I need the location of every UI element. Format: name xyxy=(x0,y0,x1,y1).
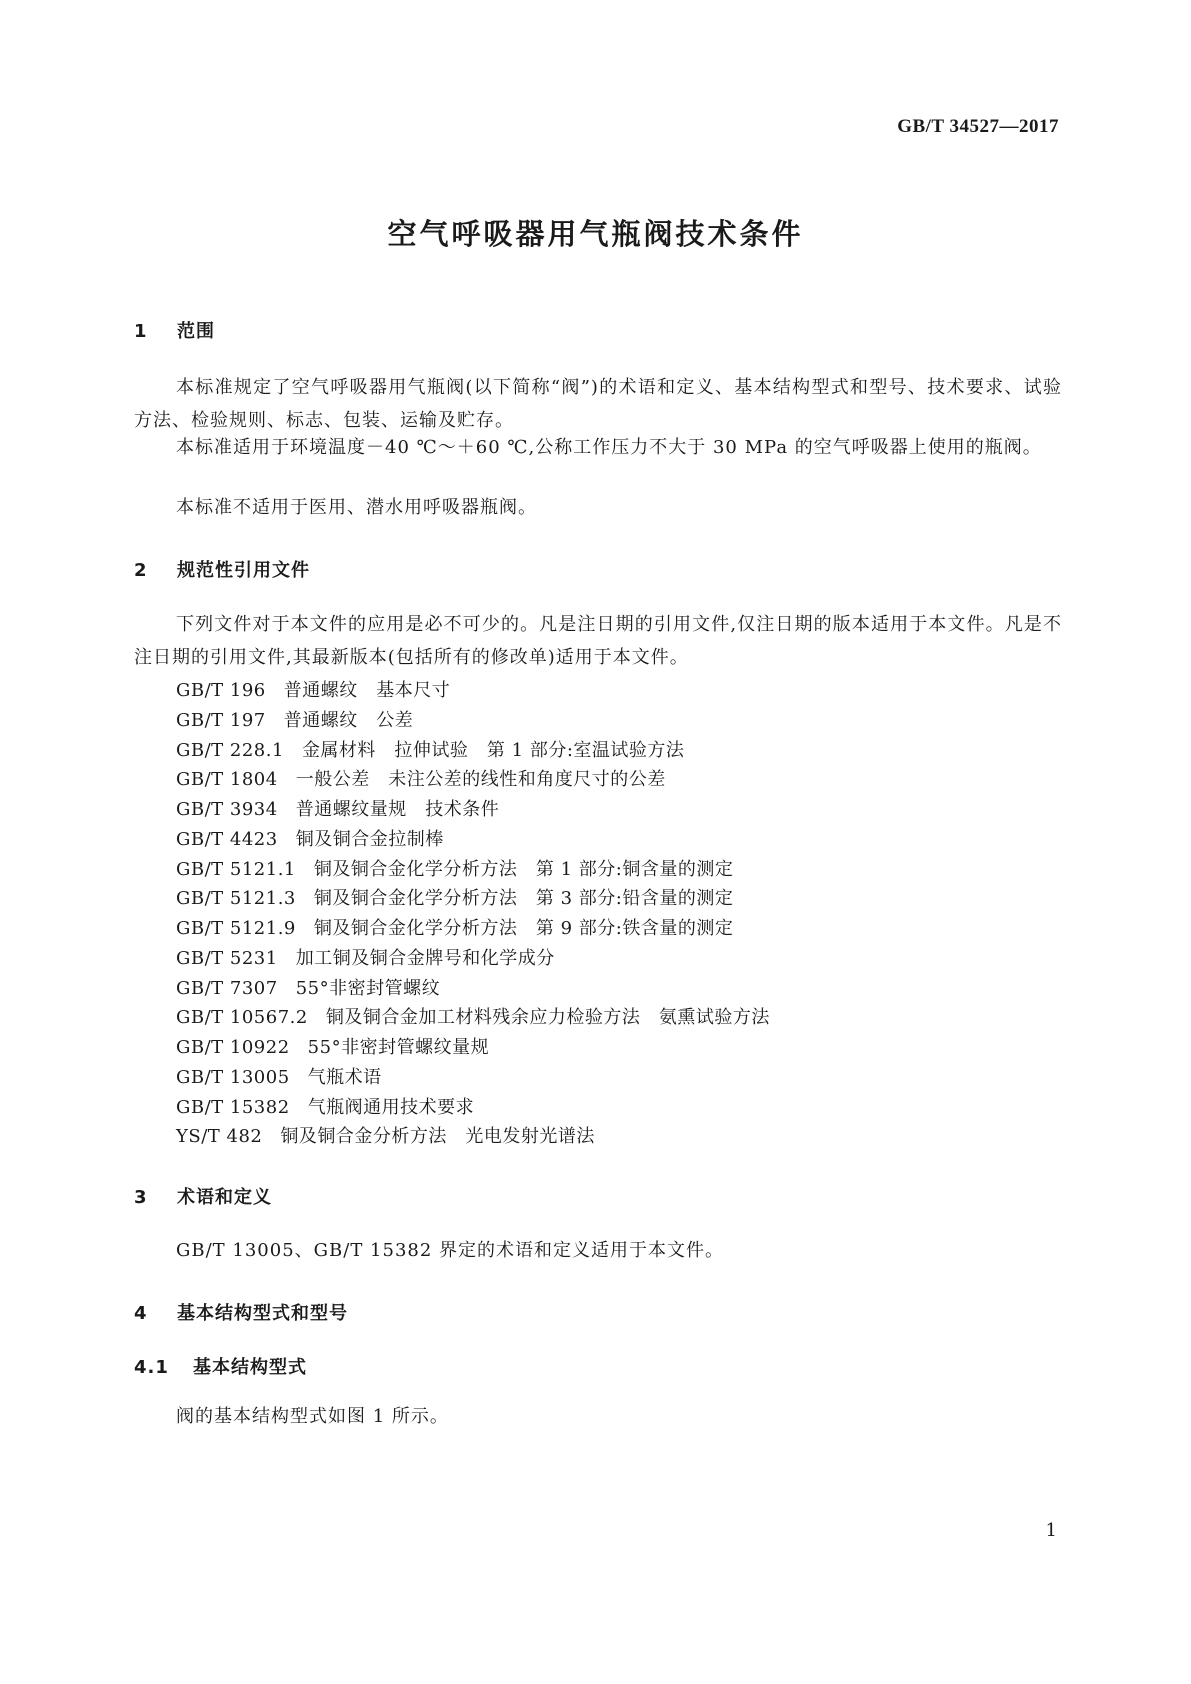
reference-code: GB/T 1804 xyxy=(176,769,278,790)
document-title: 空气呼吸器用气瓶阀技术条件 xyxy=(387,217,804,251)
reference-title: 气瓶术语 xyxy=(307,1067,382,1088)
section-title: 范围 xyxy=(177,321,215,342)
reference-code: GB/T 10922 xyxy=(176,1037,290,1058)
reference-title: 铜及铜合金分析方法 光电发射光谱法 xyxy=(280,1126,595,1147)
section-title: 规范性引用文件 xyxy=(177,560,310,581)
reference-item xyxy=(176,765,666,791)
section-number: 2 xyxy=(134,560,148,581)
reference-title: 气瓶阀通用技术要求 xyxy=(307,1097,475,1118)
reference-item xyxy=(176,1122,595,1148)
reference-code: GB/T 5121.1 xyxy=(176,859,296,880)
reference-title: 加工铜及铜合金牌号和化学成分 xyxy=(295,948,555,969)
reference-code: GB/T 196 xyxy=(176,680,266,701)
reference-title: 55°非密封管螺纹 xyxy=(295,978,441,999)
section-title: 基本结构型式和型号 xyxy=(177,1303,348,1324)
reference-code: GB/T 5121.9 xyxy=(176,918,296,939)
section-3-heading xyxy=(134,1183,272,1209)
reference-title: 铜及铜合金加工材料残余应力检验方法 氨熏试验方法 xyxy=(325,1007,770,1028)
reference-item xyxy=(176,855,733,881)
reference-code: GB/T 7307 xyxy=(176,978,278,999)
reference-title: 55°非密封管螺纹量规 xyxy=(307,1037,490,1058)
section-1-heading xyxy=(134,317,215,343)
reference-title: 一般公差 未注公差的线性和角度尺寸的公差 xyxy=(295,769,666,790)
section-number: 1 xyxy=(134,321,148,342)
reference-title: 普通螺纹 基本尺寸 xyxy=(283,680,451,701)
reference-code: GB/T 197 xyxy=(176,710,266,731)
reference-code: YS/T 482 xyxy=(176,1126,263,1147)
paragraph: 本标准适用于环境温度－40 ℃～＋60 ℃,公称工作压力不大于 30 MPa 的空气呼吸器上使用的瓶阀。 xyxy=(176,437,1042,458)
reference-title: 铜及铜合金化学分析方法 第 3 部分:铅含量的测定 xyxy=(313,888,734,909)
reference-title: 普通螺纹 公差 xyxy=(283,710,414,731)
section-number: 4 xyxy=(134,1303,148,1324)
reference-item xyxy=(176,944,555,970)
reference-item xyxy=(176,676,450,702)
paragraph: GB/T 13005、GB/T 15382 界定的术语和定义适用于本文件。 xyxy=(176,1240,725,1261)
reference-code: GB/T 228.1 xyxy=(176,740,284,761)
paragraph: 下列文件对于本文件的应用是必不可少的。凡是注日期的引用文件,仅注日期的版本适用于本文件。凡是不注日期的引用文件,其最新版本(包括所有的修改单)适用于本文件。 xyxy=(134,614,1062,668)
reference-code: GB/T 10567.2 xyxy=(176,1007,308,1028)
section-title: 术语和定义 xyxy=(177,1187,272,1208)
reference-title: 铜及铜合金拉制棒 xyxy=(295,829,444,850)
reference-title: 金属材料 拉伸试验 第 1 部分:室温试验方法 xyxy=(301,740,685,761)
reference-code: GB/T 5121.3 xyxy=(176,888,296,909)
subsection-number: 4.1 xyxy=(134,1357,169,1378)
reference-item xyxy=(176,1033,489,1059)
reference-item xyxy=(176,914,733,940)
reference-item xyxy=(176,795,499,821)
reference-item xyxy=(176,884,733,910)
subsection-4-1-heading xyxy=(134,1353,307,1379)
section-2-heading xyxy=(134,556,310,582)
reference-item xyxy=(176,736,684,762)
reference-title: 铜及铜合金化学分析方法 第 9 部分:铁含量的测定 xyxy=(313,918,734,939)
reference-item xyxy=(176,1063,382,1089)
reference-item xyxy=(176,1003,770,1029)
section-number: 3 xyxy=(134,1187,148,1208)
reference-code: GB/T 13005 xyxy=(176,1067,290,1088)
reference-item xyxy=(176,1093,474,1119)
subsection-title: 基本结构型式 xyxy=(193,1357,307,1378)
reference-code: GB/T 5231 xyxy=(176,948,278,969)
reference-item xyxy=(176,974,440,1000)
reference-title: 铜及铜合金化学分析方法 第 1 部分:铜含量的测定 xyxy=(313,859,734,880)
standard-code: GB/T 34527—2017 xyxy=(897,116,1059,137)
paragraph: 本标准规定了空气呼吸器用气瓶阀(以下简称“阀”)的术语和定义、基本结构型式和型号、技术要求、试验方法、检验规则、标志、包装、运输及贮存。 xyxy=(134,377,1062,431)
section-4-heading xyxy=(134,1299,348,1325)
reference-item xyxy=(176,825,444,851)
reference-code: GB/T 4423 xyxy=(176,829,278,850)
reference-code: GB/T 15382 xyxy=(176,1097,290,1118)
reference-title: 普通螺纹量规 技术条件 xyxy=(295,799,500,820)
reference-code: GB/T 3934 xyxy=(176,799,278,820)
reference-item xyxy=(176,706,413,732)
paragraph: 本标准不适用于医用、潜水用呼吸器瓶阀。 xyxy=(176,497,537,518)
page-number: 1 xyxy=(1045,1520,1057,1541)
paragraph: 阀的基本结构型式如图 1 所示。 xyxy=(176,1406,449,1427)
